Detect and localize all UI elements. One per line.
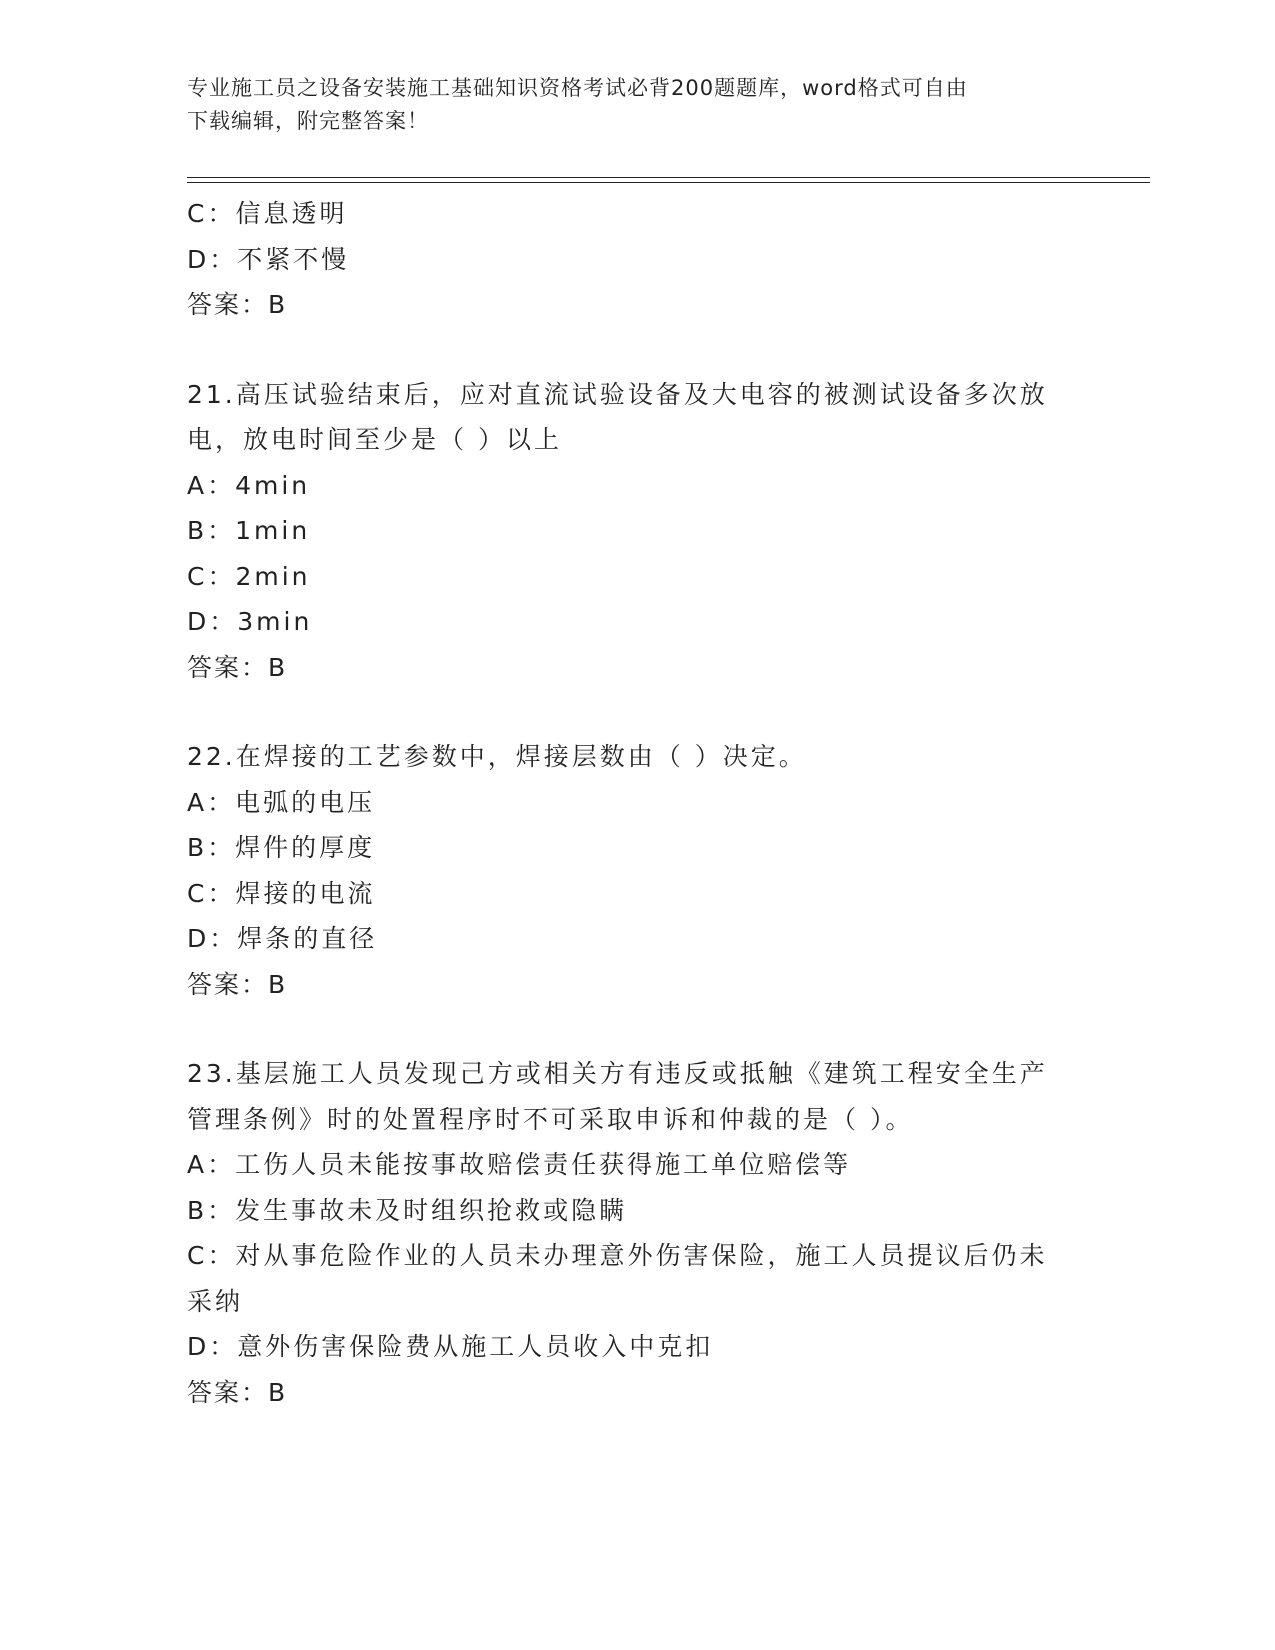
option-c: C：焊接的电流 — [187, 878, 376, 908]
option-b: B：焊件的厚度 — [187, 833, 376, 862]
carryover-block — [187, 191, 1087, 328]
question-21 — [187, 372, 1087, 691]
spacer — [187, 328, 1087, 372]
answer: 答案：B — [187, 1377, 288, 1407]
option-c-continued: 采纳 — [187, 1286, 244, 1316]
question-stem: 23.基层施工人员发现己方或相关方有违反或抵触《建筑工程安全生产 — [187, 1059, 1048, 1088]
header-line-1: 专业施工员之设备安装施工基础知识资格考试必背200题题库，word格式可自由 — [187, 76, 968, 100]
question-stem: 管理条例》时的处置程序时不可采取申诉和仲裁的是（ ）。 — [187, 1104, 914, 1134]
option-b: B：发生事故未及时组织抢救或隐瞒 — [187, 1195, 628, 1225]
answer: 答案：B — [187, 290, 288, 319]
answer: 答案：B — [187, 652, 288, 682]
option-a: A：工伤人员未能按事故赔偿责任获得施工单位赔偿等 — [187, 1150, 852, 1179]
question-stem: 22.在焊接的工艺参数中，焊接层数由（ ）决定。 — [187, 742, 807, 771]
option-a: A：电弧的电压 — [187, 787, 376, 817]
document-body — [187, 191, 1087, 1415]
option-d: D：不紧不慢 — [187, 244, 350, 274]
option-a: A：4min — [187, 470, 311, 500]
header-double-rule — [187, 177, 1150, 183]
question-stem: 21.高压试验结束后，应对直流试验设备及大电容的被测试设备多次放 — [187, 379, 1048, 409]
option-d: D：3min — [187, 607, 313, 636]
header-line-2: 下载编辑，附完整答案！ — [187, 109, 429, 133]
answer: 答案：B — [187, 969, 288, 999]
option-c: C：信息透明 — [187, 199, 348, 228]
spacer — [187, 1007, 1087, 1051]
option-c: C：2min — [187, 561, 311, 591]
question-23 — [187, 1051, 1087, 1415]
option-b: B：1min — [187, 516, 311, 545]
option-d: D：意外伤害保险费从施工人员收入中克扣 — [187, 1332, 714, 1361]
page-header — [187, 72, 1067, 138]
question-22 — [187, 734, 1087, 1007]
spacer — [187, 690, 1087, 734]
question-stem: 电，放电时间至少是（ ）以上 — [187, 425, 562, 454]
option-c: C：对从事危险作业的人员未办理意外伤害保险，施工人员提议后仍未 — [187, 1241, 1048, 1270]
option-d: D：焊条的直径 — [187, 924, 378, 953]
